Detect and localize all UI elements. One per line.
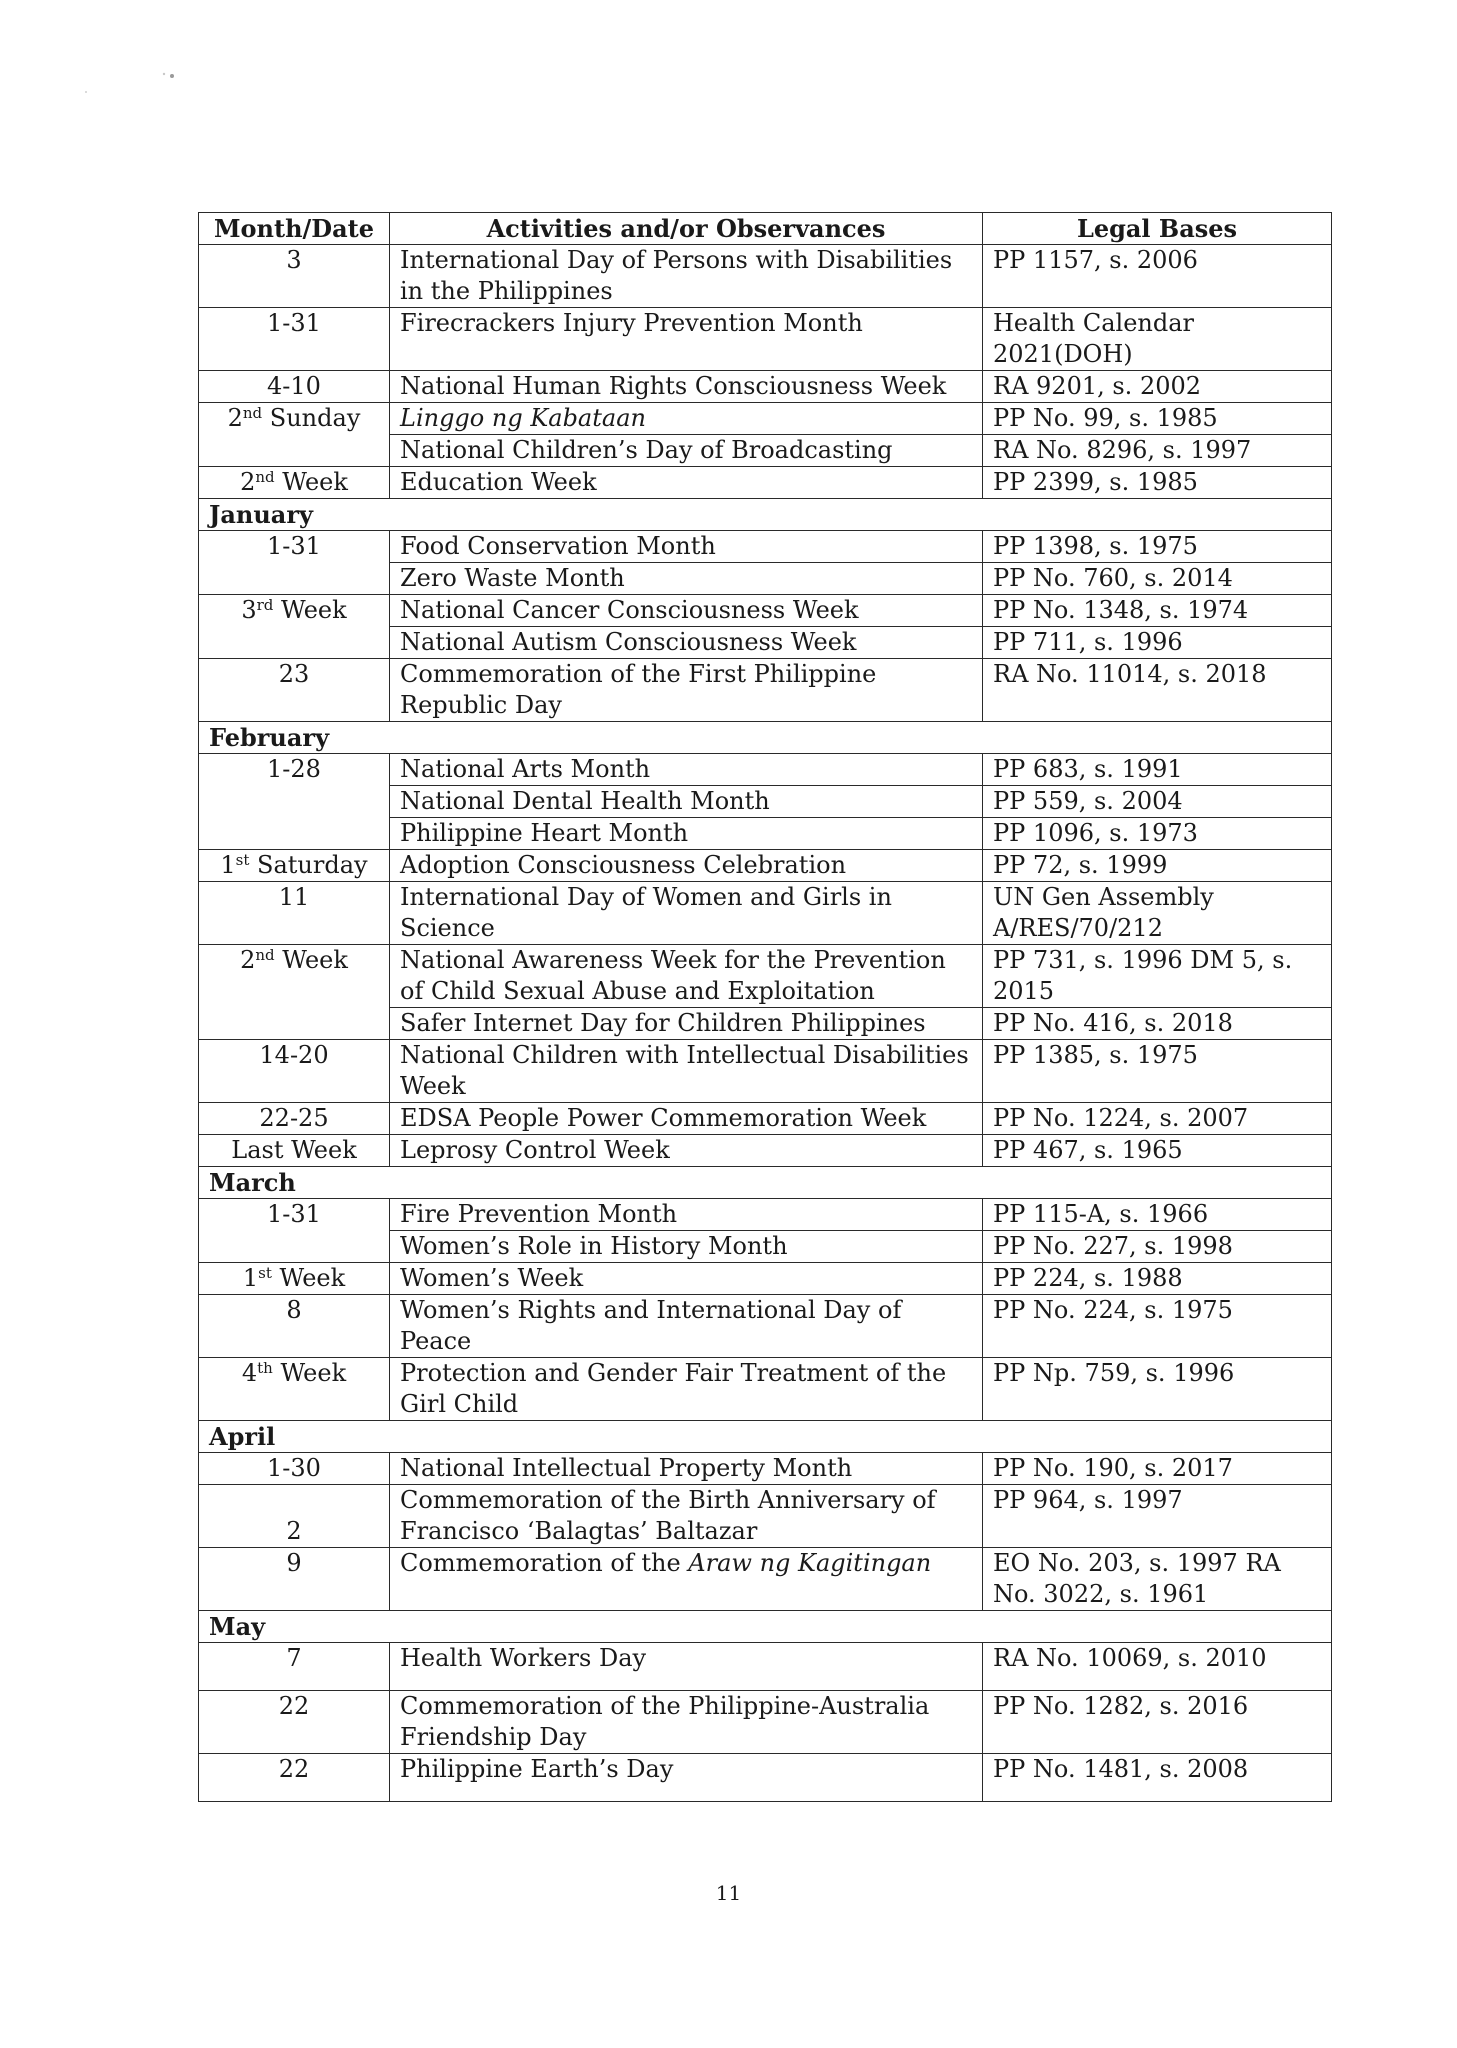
table-row (199, 308, 1332, 371)
activity-cell (390, 850, 983, 882)
legal-basis-cell: PP 711, s. 1996 (983, 627, 1332, 659)
month-row (199, 722, 1332, 754)
date-cell (199, 1643, 390, 1691)
date-text: 3 (241, 596, 257, 624)
date-ordinal-suffix: th (257, 1359, 273, 1377)
table-row (199, 1453, 1332, 1485)
legal-basis-cell: PP 72, s. 1999 (983, 850, 1332, 882)
date-text: 7 (286, 1644, 302, 1672)
activity-cell (390, 435, 983, 467)
scan-speck-marks (80, 66, 200, 106)
activity-text: National Human Rights Consciousness Week (400, 372, 947, 400)
activity-cell (390, 595, 983, 627)
date-text: 1-30 (267, 1454, 321, 1482)
header-month-date: Month/Date (199, 213, 390, 245)
activity-text: Safer Internet Day for Children Philippines (400, 1009, 926, 1037)
activity-cell (390, 1040, 983, 1103)
date-period-text: Week (274, 946, 348, 974)
date-text: 22 (278, 1692, 310, 1720)
legal-basis-cell: PP 964, s. 1997 (983, 1485, 1332, 1548)
date-ordinal-suffix: nd (255, 946, 275, 964)
legal-basis-cell: PP 1398, s. 1975 (983, 531, 1332, 563)
activity-cell (390, 1135, 983, 1167)
date-text: 2 (227, 404, 243, 432)
activity-cell (390, 1231, 983, 1263)
date-period-text: Week (273, 596, 347, 624)
legal-basis-cell: PP No. 99, s. 1985 (983, 403, 1332, 435)
legal-basis-cell: PP No. 227, s. 1998 (983, 1231, 1332, 1263)
date-ordinal-suffix: st (235, 851, 250, 869)
table-row (199, 1135, 1332, 1167)
month-row (199, 1611, 1332, 1643)
legal-basis-cell: PP 731, s. 1996 DM 5, s. 2015 (983, 945, 1332, 1008)
activity-text: Food Conservation Month (400, 532, 716, 560)
activity-text: National Cancer Consciousness Week (400, 596, 859, 624)
date-cell (199, 1453, 390, 1485)
date-period-text: Week (274, 468, 348, 496)
date-cell (199, 882, 390, 945)
date-text: 1-31 (267, 1200, 321, 1228)
table-row (199, 467, 1332, 499)
date-cell (199, 531, 390, 595)
date-text: 2 (286, 1517, 302, 1545)
date-cell (199, 659, 390, 722)
date-text: 1-31 (267, 309, 321, 337)
activity-cell (390, 467, 983, 499)
legal-basis-cell: RA No. 10069, s. 2010 (983, 1643, 1332, 1691)
table-row (199, 945, 1332, 1008)
date-text: 4 (241, 1359, 258, 1387)
date-period-text: Week (271, 1264, 346, 1292)
activity-cell (390, 1485, 983, 1548)
activity-text: National Dental Health Month (400, 787, 770, 815)
table-row (199, 1103, 1332, 1135)
activity-cell (390, 627, 983, 659)
date-text: 1 (220, 851, 236, 879)
activity-cell (390, 818, 983, 850)
date-cell (199, 467, 390, 499)
date-text: Last Week (231, 1136, 357, 1164)
date-cell (199, 1199, 390, 1263)
activity-cell (390, 371, 983, 403)
activity-text: National Arts Month (400, 755, 651, 783)
date-text: 1-31 (267, 532, 321, 560)
table-row (199, 1040, 1332, 1103)
activity-text: International Day of Persons with Disabilities in the Philippines (400, 246, 953, 305)
activity-text: Fire Prevention Month (400, 1200, 678, 1228)
legal-basis-cell: PP 1157, s. 2006 (983, 245, 1332, 308)
activity-text: Commemoration of the (400, 1549, 689, 1577)
activity-cell (390, 531, 983, 563)
date-cell (199, 1135, 390, 1167)
activity-text: National Intellectual Property Month (400, 1454, 853, 1482)
legal-basis-cell: PP No. 416, s. 2018 (983, 1008, 1332, 1040)
legal-basis-cell: PP 467, s. 1965 (983, 1135, 1332, 1167)
table-row (199, 1485, 1332, 1548)
legal-basis-cell: PP 1385, s. 1975 (983, 1040, 1332, 1103)
activity-cell (390, 1199, 983, 1231)
activity-cell (390, 1295, 983, 1358)
date-text: 9 (286, 1549, 302, 1577)
table-row (199, 1358, 1332, 1421)
activity-cell (390, 786, 983, 818)
activity-cell (390, 308, 983, 371)
table-header-row (199, 213, 1332, 245)
table-row (199, 1295, 1332, 1358)
table-row (199, 403, 1332, 435)
table-row (199, 1754, 1332, 1802)
date-ordinal-suffix: rd (256, 596, 274, 614)
legal-basis-cell: UN Gen Assembly A/RES/70/212 (983, 882, 1332, 945)
legal-basis-cell: PP Np. 759, s. 1996 (983, 1358, 1332, 1421)
activity-text: Adoption Consciousness Celebration (400, 851, 847, 879)
legal-basis-cell: PP No. 1224, s. 2007 (983, 1103, 1332, 1135)
month-heading: February (199, 722, 1332, 754)
date-ordinal-suffix: nd (242, 404, 263, 422)
date-cell (199, 1040, 390, 1103)
activity-text: Philippine Heart Month (400, 819, 689, 847)
date-cell (199, 1295, 390, 1358)
activity-cell (390, 1263, 983, 1295)
activity-text: National Awareness Week for the Prevention of Child Sexual Abuse and Exploitation (400, 946, 946, 1005)
legal-basis-cell: PP No. 190, s. 2017 (983, 1453, 1332, 1485)
date-text: 3 (286, 246, 302, 274)
table-row (199, 850, 1332, 882)
legal-basis-cell: PP No. 1282, s. 2016 (983, 1691, 1332, 1754)
activity-text: Education Week (400, 468, 597, 496)
activity-text: Firecrackers Injury Prevention Month (400, 309, 863, 337)
date-cell (199, 1691, 390, 1754)
activity-text: Commemoration of the Philippine-Australia Friendship Day (400, 1692, 930, 1751)
legal-basis-cell: PP 2399, s. 1985 (983, 467, 1332, 499)
date-text: 23 (278, 660, 310, 688)
activity-cell (390, 882, 983, 945)
activity-cell (390, 659, 983, 722)
header-activities: Activities and/or Observances (390, 213, 983, 245)
month-row (199, 1167, 1332, 1199)
month-heading: May (199, 1611, 1332, 1643)
activity-text: Health Workers Day (400, 1644, 647, 1672)
table-row (199, 1691, 1332, 1754)
activity-cell (390, 1453, 983, 1485)
date-period-text: Sunday (262, 404, 361, 432)
activity-text: National Children with Intellectual Disabilities Week (400, 1041, 969, 1100)
table-row (199, 754, 1332, 786)
activity-text: Linggo ng Kabataan (400, 404, 646, 432)
table-row (199, 1548, 1332, 1611)
date-text: 14-20 (259, 1041, 329, 1069)
legal-basis-cell: EO No. 203, s. 1997 RA No. 3022, s. 1961 (983, 1548, 1332, 1611)
legal-basis-cell: PP 559, s. 2004 (983, 786, 1332, 818)
activity-text: Women’s Rights and International Day of Peace (400, 1296, 902, 1355)
date-ordinal-suffix: nd (255, 468, 275, 486)
date-period-text: Week (272, 1359, 347, 1387)
date-cell (199, 754, 390, 850)
activity-text: International Day of Women and Girls in Science (400, 883, 892, 942)
month-heading: March (199, 1167, 1332, 1199)
activity-text: EDSA People Power Commemoration Week (400, 1104, 927, 1132)
date-cell (199, 1358, 390, 1421)
month-row (199, 1421, 1332, 1453)
date-text: 2 (240, 468, 256, 496)
activity-cell (390, 945, 983, 1008)
date-cell (199, 1754, 390, 1802)
legal-basis-cell: RA 9201, s. 2002 (983, 371, 1332, 403)
activity-text: Commemoration of the First Philippine Republic Day (400, 660, 877, 719)
activity-text: Women’s Role in History Month (400, 1232, 788, 1260)
date-cell (199, 595, 390, 659)
activity-text: Protection and Gender Fair Treatment of the Girl Child (400, 1359, 947, 1418)
legal-basis-cell: RA No. 8296, s. 1997 (983, 435, 1332, 467)
date-text: 4-10 (267, 372, 321, 400)
activity-text: Leprosy Control Week (400, 1136, 670, 1164)
activity-cell (390, 1358, 983, 1421)
legal-basis-cell: PP 683, s. 1991 (983, 754, 1332, 786)
activity-text: Zero Waste Month (400, 564, 625, 592)
month-row (199, 499, 1332, 531)
activity-text: National Children’s Day of Broadcasting (400, 436, 893, 464)
activity-text: Commemoration of the Birth Anniversary of Francisco ‘Balagtas’ Baltazar (400, 1486, 936, 1545)
header-legal-bases: Legal Bases (983, 213, 1332, 245)
month-heading: January (199, 499, 1332, 531)
legal-basis-cell: RA No. 11014, s. 2018 (983, 659, 1332, 722)
activity-italic-text: Araw ng Kagitingan (688, 1549, 932, 1577)
activity-cell (390, 563, 983, 595)
activity-cell (390, 1103, 983, 1135)
table-row (199, 1199, 1332, 1231)
month-heading: April (199, 1421, 1332, 1453)
table-row (199, 531, 1332, 563)
date-text: 22-25 (259, 1104, 329, 1132)
activity-cell (390, 754, 983, 786)
date-cell (199, 403, 390, 467)
table-row (199, 1263, 1332, 1295)
table-row (199, 1643, 1332, 1691)
date-cell (199, 245, 390, 308)
activity-text: National Autism Consciousness Week (400, 628, 857, 656)
activity-cell (390, 403, 983, 435)
date-ordinal-suffix: st (258, 1264, 272, 1282)
activity-text: Philippine Earth’s Day (400, 1755, 674, 1783)
activity-cell (390, 1691, 983, 1754)
legal-basis-cell: PP 1096, s. 1973 (983, 818, 1332, 850)
table-body (199, 245, 1332, 1802)
activity-cell (390, 1643, 983, 1691)
activity-cell (390, 245, 983, 308)
legal-basis-cell: Health Calendar 2021(DOH) (983, 308, 1332, 371)
legal-basis-cell: PP No. 760, s. 2014 (983, 563, 1332, 595)
date-text: 2 (240, 946, 256, 974)
table-row (199, 882, 1332, 945)
date-cell (199, 850, 390, 882)
page-number: 11 (715, 1881, 742, 1905)
date-cell (199, 945, 390, 1040)
table-row (199, 595, 1332, 627)
activity-text: Women’s Week (400, 1264, 584, 1292)
date-period-text: Saturday (249, 851, 368, 879)
activity-cell (390, 1008, 983, 1040)
date-text: 1-28 (267, 755, 321, 783)
table-row (199, 245, 1332, 308)
activity-cell (390, 1548, 983, 1611)
date-text: 1 (242, 1264, 259, 1292)
date-cell (199, 1263, 390, 1295)
date-text: 8 (286, 1296, 302, 1324)
legal-basis-cell: PP No. 1348, s. 1974 (983, 595, 1332, 627)
activity-cell (390, 1754, 983, 1802)
date-text: 22 (278, 1755, 310, 1783)
legal-basis-cell: PP No. 1481, s. 2008 (983, 1754, 1332, 1802)
date-text: 11 (278, 883, 310, 911)
legal-basis-cell: PP 224, s. 1988 (983, 1263, 1332, 1295)
legal-basis-cell: PP No. 224, s. 1975 (983, 1295, 1332, 1358)
date-cell (199, 1485, 390, 1548)
table-row (199, 371, 1332, 403)
date-cell (199, 1548, 390, 1611)
date-cell (199, 308, 390, 371)
date-cell (199, 371, 390, 403)
observances-table (198, 212, 1332, 1802)
table-row (199, 659, 1332, 722)
legal-basis-cell: PP 115-A, s. 1966 (983, 1199, 1332, 1231)
date-cell (199, 1103, 390, 1135)
